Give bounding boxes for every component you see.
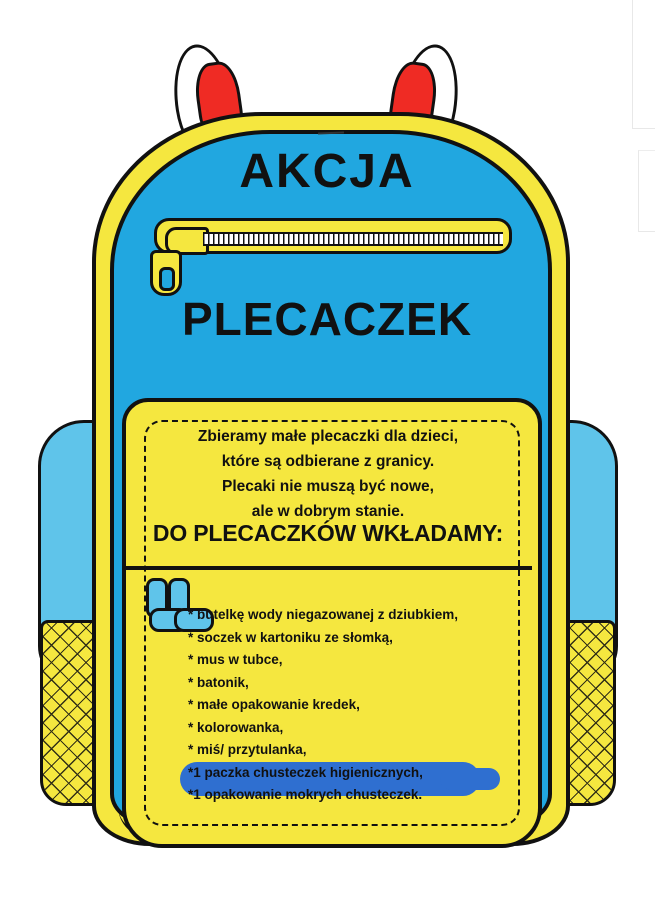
poster-item-list	[188, 604, 524, 807]
list-item: * małe opakowanie kredek,	[188, 697, 360, 712]
zipper-pull-hole	[159, 267, 175, 291]
list-item: *1 paczka chusteczek higienicznych,	[188, 764, 423, 780]
poster-title-line-2: PLECACZEK	[181, 293, 473, 345]
poster-paragraph	[142, 424, 514, 524]
paragraph-line: które są odbierane z granicy.	[221, 453, 435, 470]
top-zipper-pocket	[140, 218, 518, 252]
list-item: * butelkę wody niegazowanej z dziubkiem,	[188, 607, 459, 622]
front-pocket-divider	[124, 566, 532, 570]
poster-title-line-1: AKCJA	[239, 145, 415, 198]
list-item: * batonik,	[188, 674, 249, 690]
paragraph-line: ale w dobrym stanie.	[251, 503, 405, 520]
poster-headline: DO PLECACZKÓW WKŁADAMY:	[152, 520, 504, 546]
paragraph-line: Zbieramy małe plecaczki dla dzieci,	[197, 428, 459, 445]
top-zipper-band	[154, 218, 512, 254]
list-item: * mus w tubce,	[188, 652, 283, 667]
zipper-teeth	[203, 232, 503, 246]
list-item: *1 opakowanie mokrych chusteczek.	[188, 787, 423, 802]
paragraph-line: Plecaki nie muszą być nowe,	[222, 478, 434, 495]
zipper-pull-tab-icon	[150, 250, 182, 296]
list-item: * soczek w kartoniku ze słomką,	[188, 629, 393, 645]
list-item: * miś/ przytulanka,	[188, 742, 307, 757]
list-item: * kolorowanka,	[188, 719, 284, 735]
